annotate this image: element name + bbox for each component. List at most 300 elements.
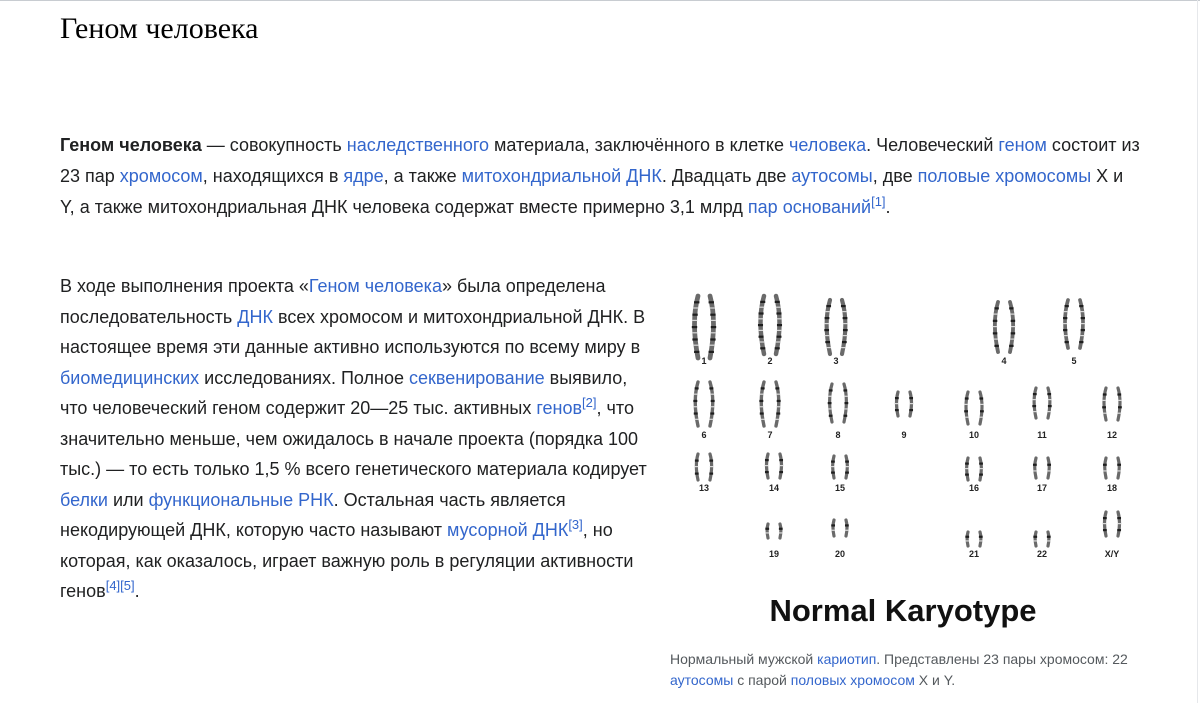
link-biomedical[interactable]: биомедицинских [60,367,200,388]
chromosome-band [692,320,697,321]
chromosome-band [828,402,832,404]
chromosome-band [1079,341,1083,343]
chromosome-label: 15 [834,483,846,493]
chromosome-band [965,397,969,399]
chromosome-band [842,341,847,343]
chromosome-band [841,305,846,307]
caption-text: . Представлены 23 пары хромосом: 22 [876,651,1128,667]
chromosome-band [711,400,715,402]
chromosome-band [710,314,715,316]
body-text: , что значительно меньше, чем ожидалось в начале проекта (порядка 100 тыс.) — то есть только 1,5 % всего генетического материала кодирует [60,398,647,479]
chromosome-label: 18 [1106,483,1118,493]
chromatid [980,532,981,546]
chromosome-band [695,419,699,420]
chromosome-band [693,406,697,407]
chromosome-band [759,400,763,402]
chromosome-band [1009,345,1013,347]
chromosome-band [1011,326,1015,327]
chromatid [833,520,834,536]
chromosome-band [765,465,769,466]
intro-text: , а также [383,166,462,186]
chromosome-band [843,329,848,331]
link-sequencing[interactable]: секвенирование [409,367,545,388]
chromosome-band [709,419,713,420]
ref-1[interactable]: [1] [871,194,886,209]
ref-4[interactable]: [4] [105,578,121,593]
chromosome-band [824,323,829,324]
chromosome-band [825,335,830,336]
body-text: » была определена последовательность [60,276,606,327]
link-mitochondrial-dna[interactable]: митохондриальной ДНК [461,166,662,186]
chromosome-label: 19 [768,549,780,559]
chromosome-band [709,301,714,303]
chromosome-band [993,326,997,327]
chromosome-band [776,312,781,314]
chromosome-band [693,345,698,346]
chromosome-band [1033,393,1037,395]
chromosome-band [843,317,848,319]
chromosome-band [761,419,765,420]
karyotype-figure [668,278,1138,688]
chromosome-band [826,347,831,348]
chromosome-band [1103,517,1107,519]
chromosome-label: 22 [1036,549,1048,559]
chromosome-band [1103,523,1107,524]
chromosome-band [775,387,779,389]
chromosome-label: 17 [1036,483,1048,493]
chromosome-band [825,341,830,343]
link-functional-rna[interactable]: функциональные РНК [148,489,334,510]
intro-text: . [885,197,891,217]
chromosome-band [692,326,697,328]
chromosome-label: 2 [767,356,773,366]
chromosome-band [710,412,714,414]
chromosome-band [693,307,698,308]
chromosome-band [1009,307,1013,309]
link-hereditary[interactable]: наследственного [346,135,490,155]
chromosome-band [1081,317,1085,319]
chromosome-band [1063,317,1067,319]
chromosome-band [1064,335,1068,336]
chromosome-label: 14 [768,483,780,493]
chromosome-band [760,412,764,414]
chromosome-band [1103,470,1107,471]
chromosome-band [1033,536,1037,538]
chromosome-band [1033,411,1037,412]
chromosome-band [828,408,832,409]
ref-2[interactable]: [2] [582,395,597,410]
karyotype-title: Normal Karyotype [769,593,1037,628]
intro-text: , две [872,166,918,186]
chromosome-band [1102,406,1106,408]
intro-text: материала, заключённого в клетке [489,135,789,155]
chromosome-band [845,530,849,531]
chromosome-band [1063,329,1067,331]
chromosome-band [843,389,847,391]
chromosome-band [775,347,780,349]
intro-text: X и Y, а также митохондриальная ДНК человека содержат вместе примерно 3,1 млрд [60,166,1124,217]
chromosome-band [711,406,715,407]
chromosome-band [711,332,716,333]
chromosome-label: 20 [834,549,846,559]
chromosome-band [965,463,969,465]
chromosome-band [695,473,699,475]
intro-text: , находящихся в [202,166,344,186]
chromosome-band [828,396,832,397]
intro-text: — совокупность [201,135,347,155]
chromosome-band [993,332,997,334]
chromosome-band [759,406,763,407]
chromosome-band [979,463,983,465]
link-nucleus[interactable]: ядре [343,166,384,186]
chromosome-band [831,472,835,474]
chromosome-band [1117,413,1121,414]
chromosome-band [693,400,697,402]
chromosome-label: X/Y [1104,549,1120,559]
chromosome-band [1047,393,1051,395]
chromosome-band [1117,464,1121,466]
chromatid [1035,532,1036,546]
link-genome[interactable]: геном [998,135,1047,155]
chromosome-band [709,460,713,462]
chromosome-band [831,461,835,463]
chromosome-band [843,415,847,417]
chromosome-band [1011,332,1015,334]
chromosome-band [759,336,764,338]
link-human-genome-project[interactable]: Геном человека [308,276,442,296]
chromosome-band [895,409,899,411]
chromosome-band [759,307,764,308]
intro-text: . Человеческий [866,135,999,155]
chromosome-band [979,468,983,469]
chromosome-label: 11 [1037,430,1047,440]
chromosome-band [1117,529,1121,531]
body-text: , но которая, как оказалось, играет важную роль в регуляции активности генов [60,520,634,601]
chromatid [827,300,830,354]
body-text: исследованиях. Полное [199,367,409,388]
chromosome-band [1047,536,1051,538]
chromosome-band [965,536,969,538]
chromosome-band [979,397,983,399]
chromatid [1118,458,1119,478]
chromosome-band [711,320,716,321]
caption-text: с парой [733,672,791,688]
chromosome-band [692,314,697,316]
chromosome-band [994,307,998,309]
intro-text: состоит из 23 пар [60,135,1140,186]
chromosome-band [761,387,765,389]
link-karyotype[interactable]: кариотип [817,651,877,667]
chromosome-band [760,301,765,303]
chromatid [967,532,968,546]
chromosome-band [845,466,849,467]
chromosome-band [1048,405,1052,407]
chromosome-band [779,459,783,461]
chromosome-band [842,311,847,312]
chromosome-band [759,341,764,342]
link-dna[interactable]: ДНК [237,306,273,327]
link-genes[interactable]: генов [536,398,583,418]
chromosome-band [845,524,849,526]
chromosome-band [1117,393,1121,395]
chromosome-band [895,403,899,404]
chromosome-band [1081,329,1085,331]
chromosome-band [993,339,997,340]
link-junk-dna[interactable]: мусорной ДНК [447,520,569,540]
chromosome-band [1118,406,1122,408]
chromosome-band [831,466,835,467]
body-text: или [107,489,149,510]
chromosome-band [759,312,764,314]
chromosome-band [758,318,763,319]
chromosome-label: 16 [968,483,980,493]
chromosome-band [1047,464,1051,466]
chromosome-band [845,472,849,474]
chromosome-label: 6 [701,430,707,440]
chromosome-band [765,528,769,530]
chromosome-band [831,524,835,526]
term-bold: Геном человека [60,135,202,155]
link-autosomes[interactable]: аутосомы [791,166,873,186]
chromosome-band [777,406,781,407]
chromosome-band [709,473,713,475]
link-proteins[interactable]: белки [60,489,108,510]
chromosome-band [829,415,833,417]
chromosome-band [841,347,846,348]
chromosome-band [779,532,783,533]
chromosome-band [993,314,997,315]
chromosome-band [1048,399,1052,400]
page-title: Геном человека [60,12,259,45]
chromosome-band [765,471,769,473]
chromosome-band [843,335,848,336]
chromosome-band [695,387,699,389]
chromosome-band [1033,464,1037,466]
chromatid [1118,388,1120,420]
chromosome-band [1032,399,1036,400]
chromosome-band [1117,517,1121,519]
chromosome-label: 1 [701,356,707,366]
chromosome-label: 4 [1001,356,1007,366]
chromosome-band [979,474,983,476]
body-text: выявило, что человеческий геном содержит 20—25 тыс. активных [60,367,628,418]
chromosome-band [1063,323,1067,324]
chromosome-band [1065,341,1069,343]
chromosome-band [1118,523,1122,524]
chromosome-band [979,536,983,538]
chromosome-band [709,351,714,353]
chromosome-band [692,338,697,340]
link-caption-autosomes[interactable]: аутосомы [670,672,734,688]
chromosome-band [695,460,699,462]
chromosome-band [825,317,830,319]
body-text: . Остальная часть является некодирующей ДНК, которую часто называют [60,489,566,540]
chromosome-label: 5 [1071,356,1077,366]
chromosome-band [965,417,969,418]
chromosome-label: 12 [1106,430,1118,440]
chromosome-band [1047,411,1051,412]
chromosome-label: 13 [698,483,710,493]
body-text: . [134,581,140,601]
chromosome-band [895,397,899,399]
chromosome-band [1118,400,1122,401]
chromosome-label: 8 [835,430,841,440]
chromosome-band [777,330,782,331]
ref-5[interactable]: [5] [120,578,135,593]
chromosome-band [825,311,830,312]
chromosome-band [1103,393,1107,395]
link-chromosomes[interactable]: хромосом [119,166,203,186]
chromatid [1105,458,1106,478]
chromosome-band [775,419,779,420]
chromosome-band [1064,311,1068,312]
chromosome-band [710,345,715,346]
chromosome-band [843,323,848,324]
chromosome-band [777,324,782,326]
chromosome-band [760,347,765,349]
chromosome-band [826,305,831,307]
chromosome-band [1011,320,1015,322]
caption-text: Нормальный мужской [670,651,818,667]
chromosome-band [760,394,764,395]
chromatid [966,392,968,424]
link-caption-sex-chromosomes[interactable]: половых хромосом [790,672,915,688]
chromosome-band [1117,470,1121,471]
intro-paragraph [60,130,1140,223]
chromosome-label: 7 [767,430,773,440]
caption-text: X и Y. [914,672,956,688]
chromosome-set [692,296,1122,546]
chromatid [767,524,768,538]
chromosome-band [829,389,833,391]
chromatid [980,392,982,424]
chromosome-band [758,330,763,331]
chromosome-band [710,394,714,395]
chromatid [1104,388,1106,420]
chromatid [846,520,847,536]
karyotype-image[interactable] [668,278,1138,638]
link-base-pairs[interactable]: пар оснований [747,197,872,217]
chromosome-band [776,394,780,395]
chromosome-band [758,324,763,326]
link-sex-chromosomes[interactable]: половые хромосомы [917,166,1092,186]
chromosome-label: 10 [968,430,980,440]
chromosome-label: 3 [833,356,839,366]
chromosome-band [776,412,780,414]
chromosome-band [1081,323,1085,324]
chromatid [842,300,845,354]
chromosome-band [1103,529,1107,531]
body-text: всех хромосом и митохондриальной ДНК. В настоящее время эти данные активно используются по всему миру в [60,306,646,357]
chromosome-band [993,320,997,322]
chromosome-band [1032,405,1036,407]
chromosome-band [824,329,829,331]
chromosome-band [694,412,698,414]
chromosome-band [780,465,784,466]
chromatid [1048,458,1049,478]
chromosome-band [965,468,969,469]
chromatid [1035,458,1036,478]
chromosome-band [776,307,781,308]
chromatid [780,524,781,538]
chromosome-band [776,336,781,338]
chromosome-band [777,400,781,402]
chromosome-band [1033,540,1037,541]
figure-caption [670,649,1130,691]
chromosome-band [694,394,698,395]
chromosome-band [844,402,848,404]
chromosome-band [1047,470,1051,471]
ref-3[interactable]: [3] [568,517,583,532]
chromosome-band [710,466,714,467]
chromosome-band [979,540,983,541]
chromosome-band [1010,314,1014,315]
chromosome-band [980,404,984,405]
chromosome-band [1047,540,1051,541]
chromosome-band [844,396,848,397]
chromosome-band [711,326,716,328]
chromosome-band [964,404,968,405]
chromosome-band [909,397,913,399]
chromosome-band [777,318,782,319]
chromosome-band [909,409,913,411]
link-human[interactable]: человека [788,135,867,155]
chromosome-band [1079,305,1083,307]
chromosome-band [965,540,969,541]
body-text: В ходе выполнения проекта « [60,276,309,296]
chromosome-label: 9 [901,430,907,440]
chromosome-band [980,410,984,412]
chromosome-band [1080,335,1084,336]
chromosome-band [779,471,783,473]
chromosome-band [1080,311,1084,312]
chromatid [1048,532,1049,546]
chromosome-band [1065,305,1069,307]
intro-text: . Двадцать две [661,166,792,186]
chromosome-band [694,466,698,467]
chromosome-band [979,417,983,418]
chromosome-band [710,338,715,340]
chromosome-band [779,528,783,530]
chromosome-band [845,461,849,463]
chromosome-band [1033,470,1037,471]
chromosome-band [964,410,968,412]
chromosome-band [765,459,769,461]
chromosome-band [844,408,848,409]
chromosome-band [1103,464,1107,466]
chromosome-band [694,351,699,353]
chromosome-band [709,387,713,389]
chromosome-band [694,301,699,303]
chromosome-band [831,530,835,531]
chromosome-band [710,307,715,308]
top-border [0,0,1200,1]
chromosome-band [765,532,769,533]
chromosome-band [775,301,780,303]
chromosome-band [692,332,697,333]
chromosome-band [776,341,781,342]
chromosome-band [1103,413,1107,414]
chromatid [1034,388,1036,418]
chromosome-label: 21 [968,549,980,559]
chromosome-band [910,403,914,404]
chromosome-band [1010,339,1014,340]
chromosome-band [965,474,969,476]
chromosome-band [994,345,998,347]
chromatid [1048,388,1050,418]
right-edge [1197,0,1198,703]
body-paragraph [60,271,650,607]
